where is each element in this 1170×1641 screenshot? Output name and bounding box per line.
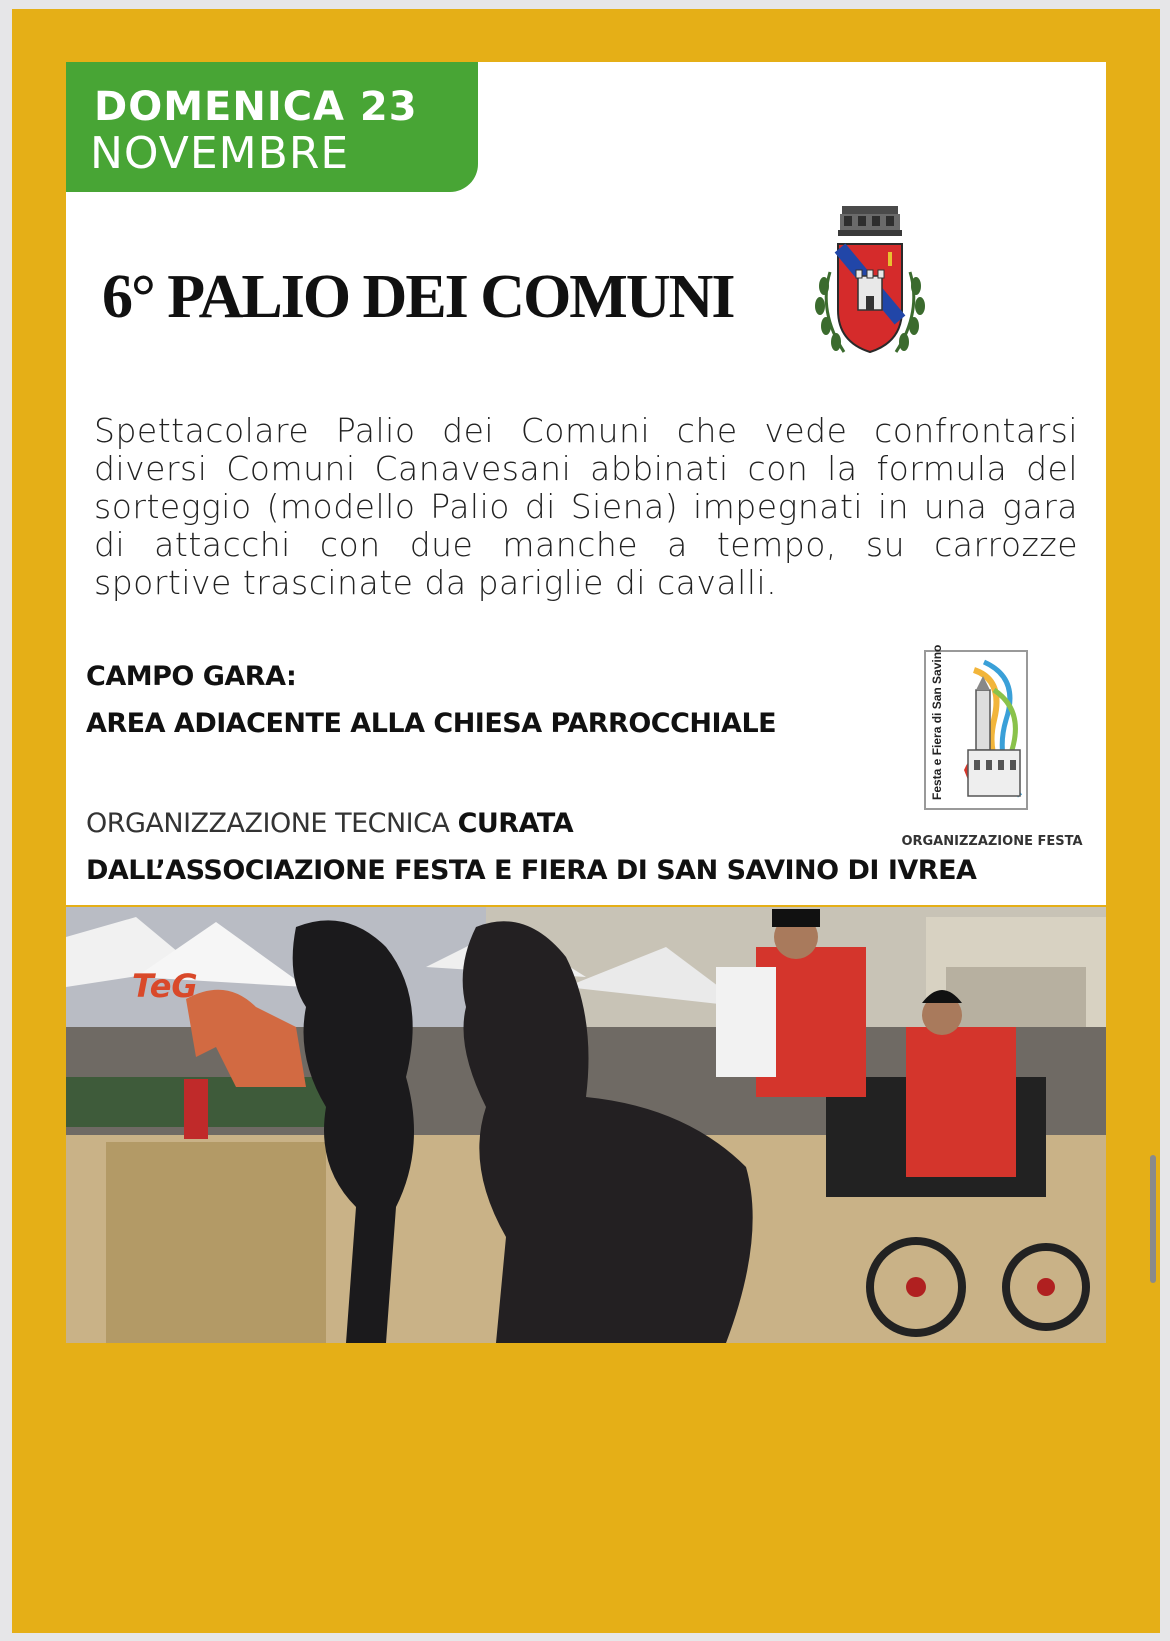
festa-vertical-text: Festa e Fiera di San Savino [930, 644, 944, 800]
date-banner [66, 62, 478, 192]
organization-prefix: ORGANIZZAZIONE TECNICA [86, 808, 458, 839]
date-day: DOMENICA 23 [94, 84, 418, 130]
festa-logo-caption: ORGANIZZAZIONE FESTA [901, 834, 1083, 849]
poster-page [12, 9, 1160, 1633]
municipal-crest-icon [800, 202, 940, 372]
organization-line1 [86, 808, 573, 839]
venue-value: AREA ADIACENTE ALLA CHIESA PARROCCHIALE [86, 708, 777, 739]
event-title: 6° PALIO DEI COMUNI [102, 263, 734, 331]
date-month: NOVEMBRE [90, 128, 350, 179]
info-card [66, 62, 1106, 905]
festa-san-savino-logo-icon [924, 644, 1028, 810]
event-description: Spettacolare Palio dei Comuni che vede confrontarsi diversi Comuni Canavesani abbinati con la formula del sorteggio (modello Palio di Siena) impegnati in una gara di attacchi con due manche a tempo, su carrozze sportive trascinate da pariglie di cavalli. [94, 411, 1078, 602]
organization-line2: DALL’ASSOCIAZIONE FESTA E FIERA DI SAN SAVINO DI IVREA [86, 855, 977, 886]
venue-label: CAMPO GARA: [86, 661, 297, 692]
teg-sign-text: TeG [132, 967, 198, 1005]
carriage-race-photo [66, 907, 1106, 1343]
vertical-scrollbar[interactable] [1150, 1155, 1156, 1283]
organization-emphasis: CURATA [457, 808, 574, 839]
